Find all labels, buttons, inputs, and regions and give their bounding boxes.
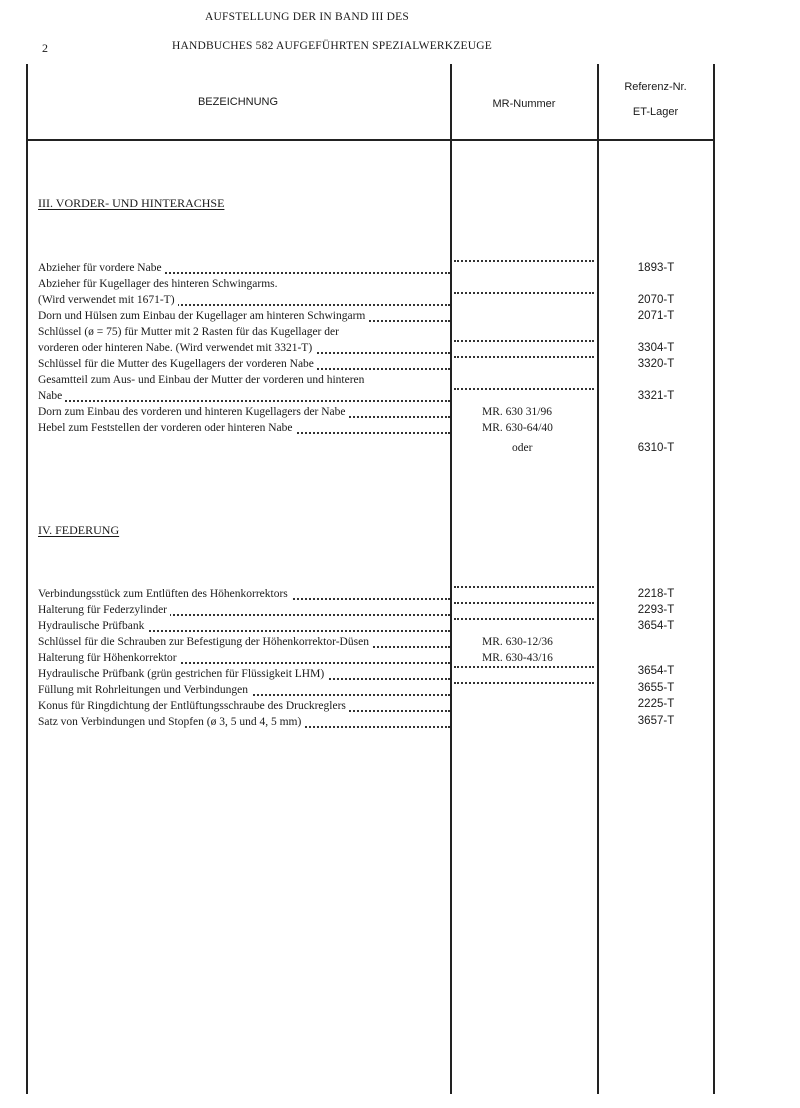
list-item: Abzieher für vordere Nabe	[38, 262, 450, 277]
list-item: Dorn und Hülsen zum Einbau der Kugellager am hinteren Schwingarm	[38, 310, 450, 325]
ref-number: 2070-T	[637, 294, 675, 306]
mr-number: MR. 630 31/96	[482, 406, 552, 418]
mr-number: MR. 630-12/36	[482, 636, 553, 648]
list-item: Schlüssel für die Mutter des Kugellagers der vorderen Nabe	[38, 358, 450, 373]
leader-dots	[454, 586, 594, 588]
ref-number: 3304-T	[637, 342, 675, 354]
ref-number: 3321-T	[637, 390, 675, 402]
header-et-lager: ET-Lager	[632, 106, 679, 118]
list-item: Satz von Verbindungen und Stopfen (ø 3, 5 und 4, 5 mm)	[38, 716, 450, 731]
ref-number: 6310-T	[637, 442, 675, 454]
list-item: Hydraulische Prüfbank (grün gestrichen für Flüssigkeit LHM)	[38, 668, 450, 683]
mr-number: MR. 630-64/40	[482, 422, 553, 434]
leader-dots	[454, 356, 594, 358]
ref-number: 2225-T	[637, 698, 675, 710]
list-item: Konus für Ringdichtung der Entlüftungsschraube des Druckreglers	[38, 700, 450, 715]
header-bezeichnung: BEZEICHNUNG	[197, 96, 279, 108]
list-item: Schlüssel (ø = 75) für Mutter mit 2 Rasten für das Kugellager der	[38, 326, 450, 341]
page-title-line1: AUFSTELLUNG DER IN BAND III DES	[205, 11, 409, 23]
table-left-border	[26, 64, 28, 1094]
list-item: vorderen oder hinteren Nabe. (Wird verwendet mit 3321-T)	[38, 342, 450, 357]
ref-number: 2293-T	[637, 604, 675, 616]
mr-number: MR. 630-43/16	[482, 652, 553, 664]
leader-dots	[454, 682, 594, 684]
ref-number: 3654-T	[637, 665, 675, 677]
column-divider-mr	[450, 64, 452, 1094]
list-item: Nabe	[38, 390, 450, 405]
leader-dots	[454, 292, 594, 294]
section-title-federung: IV. FEDERUNG	[38, 523, 120, 537]
ref-number: 3320-T	[637, 358, 675, 370]
list-item: Hebel zum Feststellen der vorderen oder hinteren Nabe	[38, 422, 450, 437]
leader-dots	[454, 666, 594, 668]
header-mr-nummer: MR-Nummer	[492, 98, 556, 110]
leader-dots	[454, 340, 594, 342]
leader-dots	[454, 602, 594, 604]
page-number: 2	[42, 41, 48, 55]
leader-dots	[454, 618, 594, 620]
mr-number-oder: oder	[512, 442, 533, 454]
leader-dots	[454, 388, 594, 390]
section-title-achse: III. VORDER- UND HINTERACHSE	[38, 196, 225, 210]
list-item: Füllung mit Rohrleitungen und Verbindungen	[38, 684, 450, 699]
list-item: Abzieher für Kugellager des hinteren Schwingarms.	[38, 278, 450, 293]
page-title-line2: HANDBUCHES 582 AUFGEFÜHRTEN SPEZIALWERKZEUGE	[172, 40, 492, 52]
ref-number: 3657-T	[637, 715, 675, 727]
list-item: Gesamtteil zum Aus- und Einbau der Mutter der vorderen und hinteren	[38, 374, 450, 389]
leader-dots	[454, 260, 594, 262]
ref-number: 2071-T	[637, 310, 675, 322]
list-item: Verbindungsstück zum Entlüften des Höhenkorrektors	[38, 588, 450, 603]
list-item: Hydraulische Prüfbank	[38, 620, 450, 635]
list-item: (Wird verwendet mit 1671-T)	[38, 294, 450, 309]
list-item: Schlüssel für die Schrauben zur Befestigung der Höhenkorrektor-Düsen	[38, 636, 450, 651]
header-divider	[26, 139, 715, 141]
list-item: Dorn zum Einbau des vorderen und hinteren Kugellagers der Nabe	[38, 406, 450, 421]
ref-number: 1893-T	[637, 262, 675, 274]
ref-number: 3655-T	[637, 682, 675, 694]
ref-number: 2218-T	[637, 588, 675, 600]
list-item: Halterung für Federzylinder	[38, 604, 450, 619]
column-divider-ref	[597, 64, 599, 1094]
header-referenz: Referenz-Nr.	[624, 81, 687, 93]
list-item: Halterung für Höhenkorrektor	[38, 652, 450, 667]
table-right-border	[713, 64, 715, 1094]
ref-number: 3654-T	[637, 620, 675, 632]
